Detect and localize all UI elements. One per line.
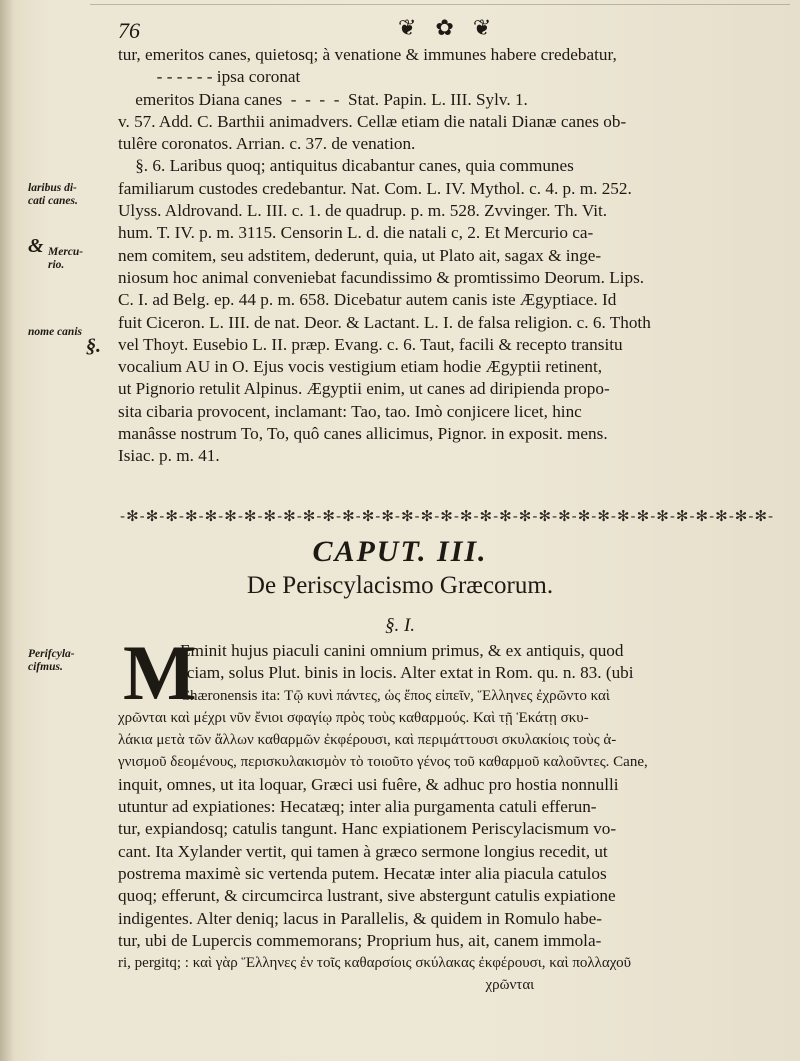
text-line: sita cibaria provocent, inclamant: Tao, tao. Imò conjicere licet, hinc — [118, 401, 582, 421]
text-line: C. I. ad Belg. ep. 44 p. m. 658. Dicebatur autem canis iste Ægyptiace. Id — [118, 290, 617, 310]
top-rule — [90, 4, 790, 5]
drop-capital: M — [123, 629, 197, 716]
gutter-shadow — [0, 0, 14, 1061]
text-line: hum. T. IV. p. m. 3115. Censorin L. d. die natali c, 2. Et Mercurio ca- — [118, 223, 594, 243]
text-line: tur, emeritos canes, quietosq; à venatione & immunes habere credebatur, — [118, 45, 617, 64]
margin-note-nome-canis: nome canis — [28, 326, 82, 338]
text-line: indigentes. Alter deniq; lacus in Parallelis, & quidem in Romulo habe- — [118, 908, 603, 928]
margin-mark-ampersand: & — [28, 235, 44, 257]
text-line: γνισμοῦ δεομένους, περισκυλακισμὸν τὸ τοιοῦτο γένος τοῦ καθαρμοῦ καλοῦντες. Cane, — [118, 754, 648, 771]
text-line: ut Pignorio retulit Alpinus. Ægyptii enim, ut canes ad diripienda propo- — [118, 379, 610, 399]
text-line: quoq; efferunt, & circumcirca lustrant, sive abstergunt catulis expiatione — [118, 886, 616, 906]
text-line: fuit Ciceron. L. III. de nat. Deor. & Lactant. L. I. de falsa religion. c. 6. Thoth — [118, 312, 651, 332]
text-line: tulêre coronatos. Arrian. c. 37. de venation. — [118, 134, 416, 154]
text-line: χρῶνται — [118, 977, 535, 994]
paragraph-chapter — [118, 629, 788, 997]
text-line: Isiac. p. m. 41. — [118, 446, 220, 466]
chapter-subtitle: De Periscylacismo Græcorum. — [246, 572, 554, 599]
margin-mark-section: §. — [86, 335, 101, 357]
text-line: v. 57. Add. C. Barthii animadvers. Cellæ etiam die natali Dianæ canes ob- — [118, 111, 627, 131]
text-line: manâsse nostrum To, To, quô canes allicimus, Pignor. in exposit. mens. — [118, 424, 608, 444]
margin-note-mercurio: Mercu- rio. — [48, 246, 84, 271]
text-line: cant. Ita Xylander vertit, qui tamen à græco sermone longius recedit, ut — [118, 841, 608, 861]
text-line: utuntur ad expiationes: Hecatæq; inter alia purgamenta catuli efferun- — [118, 797, 597, 817]
text-line: inquit, omnes, ut ita loquar, Græci usi fuêre, & adhuc pro hostia nonnulli — [118, 774, 619, 794]
text-line: sciam, solus Plut. binis in locis. Alter extat in Rom. qu. n. 83. (ubi — [180, 663, 634, 683]
text-line: λάκια μετὰ τῶν ἄλλων καθαρμῶν ἐκφέρουσι, καὶ περιμάττουσι σκυλακίοις τοὺς ἀ- — [118, 732, 617, 749]
text-line: emeritos Diana canes - - - - Stat. Papin. L. III. Sylv. 1. — [118, 89, 528, 109]
paragraph-main — [118, 44, 788, 468]
margin-note-periscylacismus: Perifcyla- cifmus. — [28, 648, 75, 673]
text-line: vocalium AU in O. Ejus vocis vestigium etiam hodie Ægyptii retinent, — [118, 357, 603, 377]
text-line: Ulyss. Aldrovand. L. III. c. 1. de quadrup. p. m. 528. Zvvinger. Th. Vit. — [118, 201, 608, 221]
text-line: niosum hoc animal conveniebat facundissimo & promtissimo Deorum. Lips. — [118, 267, 645, 287]
page-number: 76 — [118, 18, 140, 43]
ornamental-divider: -✻-✻-✻-✻-✻-✻-✻-✻-✻-✻-✻-✻-✻-✻-✻-✻-✻-✻-✻-✻-✻-✻-✻-✻-✻-✻-✻-✻-✻-✻-✻-✻-✻- — [120, 507, 775, 525]
text-line: familiarum custodes credebantur. Nat. Com. L. IV. Mythol. c. 4. p. m. 252. — [118, 178, 632, 198]
header-ornament: ❦ ✿ ❦ — [398, 16, 498, 41]
chapter-title: CAPUT. III. — [312, 535, 488, 568]
text-line: tur, expiandosq; catulis tangunt. Hanc expiationem Periscylacismum vo- — [118, 819, 617, 839]
text-line: Chæronensis ita: Τῷ κυνὶ πάντες, ὡς ἔπος εἰπεῖν, Ἕλληνες ἐχρῶντο καὶ — [180, 687, 610, 704]
text-line: - - - - - - ipsa coronat — [118, 67, 301, 87]
margin-note-laribus: laribus di- cati canes. — [28, 182, 78, 207]
section-mark: §. I. — [384, 615, 416, 636]
text-line: tur, ubi de Lupercis commemorans; Proprium hus, ait, canem immola- — [118, 930, 602, 950]
text-line: postrema maximè sic vertenda putem. Hecatæ inter alia piacula catulos — [118, 863, 607, 883]
text-line: Eminit hujus piaculi canini omnium primus, & ex antiquis, quod — [180, 641, 624, 660]
text-line: nem comitem, seu adstitem, dederunt, quia, ut Plato ait, sagax & inge- — [118, 245, 602, 265]
text-line: vel Thoyt. Eusebio L. II. præp. Evang. c. 6. Taut, facili & recepto transitu — [118, 334, 623, 354]
text-line: ri, pergitq; : καὶ γὰρ Ἕλληνες ἐν τοῖς καθαρσίοις σκύλακας ἐκφέρουσι, καὶ πολλαχοῦ — [118, 955, 632, 972]
text-line: χρῶνται καὶ μέχρι νῦν ἔνιοι σφαγίῳ πρὸς τοὺς καθαρμούς. Καὶ τῇ Ἑκάτῃ σκυ- — [118, 709, 589, 726]
text-line: §. 6. Laribus quoq; antiquitus dicabantur canes, quia communes — [118, 156, 574, 176]
